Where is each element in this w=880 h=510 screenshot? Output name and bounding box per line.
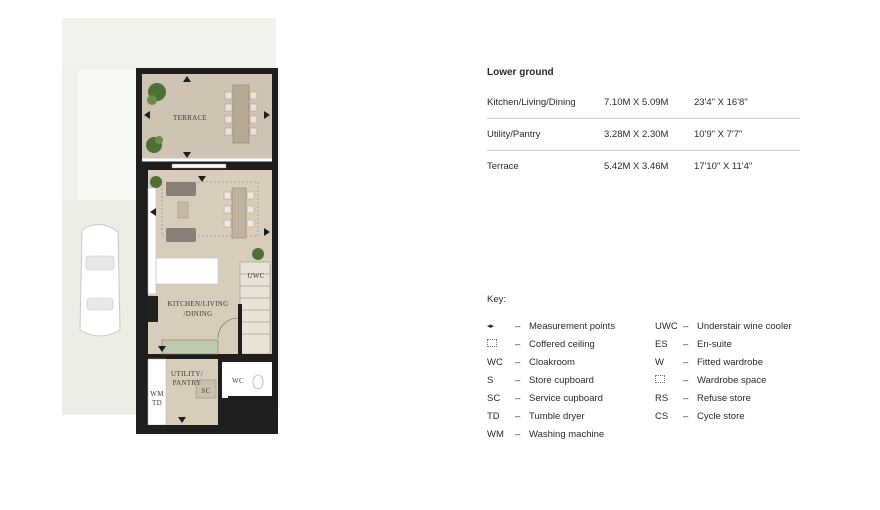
coffered-ceiling-icon — [487, 339, 497, 347]
plant-icon — [150, 176, 162, 188]
room-name: Utility/Pantry — [487, 129, 541, 140]
lower-wall — [142, 354, 272, 359]
key-description: Refuse store — [697, 392, 751, 404]
key-symbol: WM — [487, 428, 504, 440]
uwc-label: UWC — [247, 272, 265, 280]
room-metric: 3.28M X 2.30M — [604, 129, 669, 140]
room-imperial: 10'9" X 7'7" — [694, 129, 743, 140]
key-symbol: S — [487, 374, 494, 386]
key-symbol: W — [655, 356, 664, 368]
key-description: Service cupboard — [529, 392, 603, 404]
key-dash: – — [515, 374, 521, 386]
room-metric: 5.42M X 3.46M — [604, 161, 669, 172]
key-dash: – — [683, 356, 689, 368]
key-description: Understair wine cooler — [697, 320, 792, 332]
kitchen-label-line1: KITCHEN/LIVING — [167, 300, 229, 308]
key-symbol: TD — [487, 410, 500, 422]
neighbouring-plot — [62, 18, 276, 70]
key-dash: – — [515, 392, 521, 404]
key-dash: – — [515, 320, 521, 332]
wc-floor — [222, 362, 272, 398]
key-dash: – — [515, 338, 521, 350]
room-imperial: 23'4" X 16'8" — [694, 97, 748, 108]
wc-wall — [218, 359, 222, 399]
key-description: Measurement points — [529, 320, 616, 332]
sofa-icon — [166, 228, 196, 242]
key-dash: – — [683, 410, 689, 422]
room-row — [487, 119, 800, 151]
key-item — [655, 317, 792, 335]
key-description: Tumble dryer — [529, 410, 585, 422]
sofa-icon — [166, 182, 196, 196]
key-item — [487, 407, 615, 425]
wardrobe-space-icon — [655, 375, 665, 383]
key-symbol: RS — [655, 392, 669, 404]
key-description: Fitted wardrobe — [697, 356, 764, 368]
terrace-label: TERRACE — [173, 114, 207, 122]
plot-notch — [170, 8, 186, 18]
key-dash: – — [683, 392, 689, 404]
key-dash: – — [683, 338, 689, 350]
kitchen-island — [156, 258, 218, 284]
room-row — [487, 87, 800, 119]
room-name: Terrace — [487, 161, 519, 172]
key-item — [655, 407, 792, 425]
key-dash: – — [515, 410, 521, 422]
key-description: Washing machine — [529, 428, 605, 440]
room-imperial: 17'10" X 11'4" — [694, 161, 753, 172]
sc-label: SC — [201, 387, 211, 395]
kitchen-label-line2: /DINING — [183, 310, 213, 318]
key-item — [487, 371, 615, 389]
key-dash: – — [683, 320, 689, 332]
key-symbol: WC — [487, 356, 503, 368]
key-description: Store cupboard — [529, 374, 594, 386]
utility-label-line2: PANTRY — [172, 379, 202, 387]
utility-label-line1: UTILITY/ — [171, 370, 203, 378]
plant-icon — [252, 248, 264, 260]
key-item — [655, 371, 792, 389]
key-description: Wardrobe space — [697, 374, 767, 386]
key-item — [487, 425, 615, 443]
front-wall — [148, 425, 218, 429]
key-description: Cycle store — [697, 410, 745, 422]
key-right-column — [655, 317, 792, 425]
wc-label: WC — [232, 377, 244, 385]
key-item — [487, 389, 615, 407]
room-metric: 7.10M X 5.09M — [604, 97, 669, 108]
key-title: Key: — [487, 294, 507, 305]
utility-worktop — [162, 340, 218, 354]
toilet-icon — [253, 375, 263, 389]
td-label: TD — [152, 399, 162, 407]
key-symbol: SC — [487, 392, 501, 404]
key-item — [487, 317, 615, 335]
side-strip — [78, 70, 136, 200]
room-name: Kitchen/Living/Dining — [487, 97, 576, 108]
key-item — [487, 353, 615, 371]
key-dash: – — [515, 356, 521, 368]
key-item — [655, 335, 792, 353]
sliding-door — [172, 164, 226, 168]
wm-label: WM — [150, 390, 164, 398]
key-symbol: ES — [655, 338, 668, 350]
key-item — [655, 389, 792, 407]
key-description: Cloakroom — [529, 356, 575, 368]
measurement-points-icon: ◂▸ — [487, 323, 495, 330]
coffee-table — [178, 202, 188, 218]
key-left-column — [487, 317, 615, 443]
key-symbol: CS — [655, 410, 669, 422]
room-dimensions-table — [487, 87, 800, 182]
room-row — [487, 151, 800, 182]
wc-lower-wall — [228, 396, 272, 400]
appliance-tall-unit — [148, 296, 158, 322]
key-dash: – — [683, 374, 689, 386]
key-symbol: UWC — [655, 320, 678, 332]
key-description: En-suite — [697, 338, 732, 350]
kitchen-worktop-side — [148, 188, 156, 294]
key-description: Coffered ceiling — [529, 338, 595, 350]
key-dash: – — [515, 428, 521, 440]
car-icon — [80, 224, 120, 336]
floor-title: Lower ground — [487, 67, 554, 78]
stair-wall — [238, 304, 242, 354]
key-item — [655, 353, 792, 371]
key-item — [487, 335, 615, 353]
